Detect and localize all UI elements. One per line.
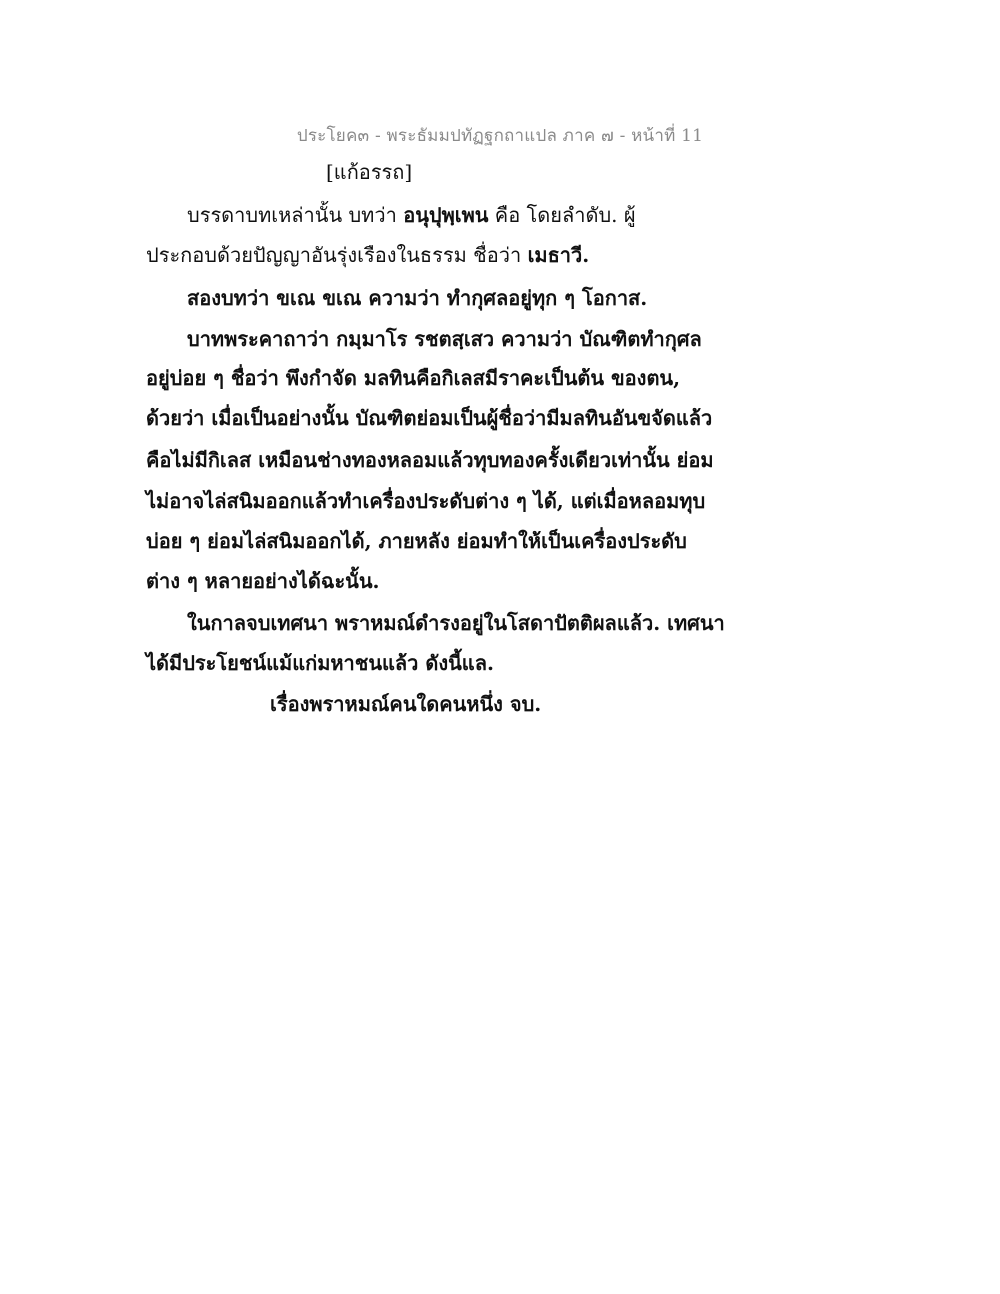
text-segment: บรรดาบทเหล่านั้น บทว่า bbox=[187, 203, 404, 227]
paragraph-2: สองบทว่า ขเณ ขเณ ความว่า ทำกุศลอยู่ทุก ๆ โอกาส. bbox=[187, 286, 648, 310]
section-heading: [แก้อรรถ] bbox=[326, 160, 413, 184]
paragraph-1-line-1 bbox=[187, 203, 636, 227]
pali-term: เมธาวี. bbox=[527, 243, 590, 267]
pali-term: อนุปุพฺเพน bbox=[403, 203, 489, 227]
paragraph-3-line-5: ไม่อาจไล่สนิมออกแล้วทำเครื่องประดับต่าง ๆ ได้, แต่เมื่อหลอมทุบ bbox=[146, 489, 706, 513]
paragraph-3-line-2: อยู่บ่อย ๆ ชื่อว่า พึงกำจัด มลทินคือกิเลสมีราคะเป็นต้น ของตน, bbox=[146, 366, 681, 390]
paragraph-3-line-4: คือไม่มีกิเลส เหมือนช่างทองหลอมแล้วทุบทองครั้งเดียวเท่านั้น ย่อม bbox=[146, 448, 714, 472]
paragraph-3-line-1: บาทพระคาถาว่า กมฺมาโร รชตสฺเสว ความว่า บัณฑิตทำกุศล bbox=[187, 327, 702, 351]
story-ending: เรื่องพราหมณ์คนใดคนหนึ่ง จบ. bbox=[270, 692, 542, 716]
page-header: ประโยค๓ - พระธัมมปทัฏฐกถาแปล ภาค ๗ - หน้าที่ 11 bbox=[296, 126, 704, 146]
paragraph-4-line-2: ได้มีประโยชน์แม้แก่มหาชนแล้ว ดังนี้แล. bbox=[146, 651, 494, 675]
paragraph-1-line-2 bbox=[146, 243, 589, 267]
text-segment: คือ โดยลำดับ. ผู้ bbox=[488, 203, 636, 227]
paragraph-3-line-3: ด้วยว่า เมื่อเป็นอย่างนั้น บัณฑิตย่อมเป็นผู้ชื่อว่ามีมลทินอันขจัดแล้ว bbox=[146, 406, 713, 430]
paragraph-3-line-7: ต่าง ๆ หลายอย่างได้ฉะนั้น. bbox=[146, 569, 380, 593]
paragraph-4-line-1: ในกาลจบเทศนา พราหมณ์ดำรงอยู่ในโสดาปัตติผลแล้ว. เทศนา bbox=[187, 611, 725, 635]
paragraph-3-line-6: บ่อย ๆ ย่อมไล่สนิมออกได้, ภายหลัง ย่อมทำให้เป็นเครื่องประดับ bbox=[146, 529, 687, 553]
text-segment: ประกอบด้วยปัญญาอันรุ่งเรืองในธรรม ชื่อว่า bbox=[146, 243, 528, 267]
